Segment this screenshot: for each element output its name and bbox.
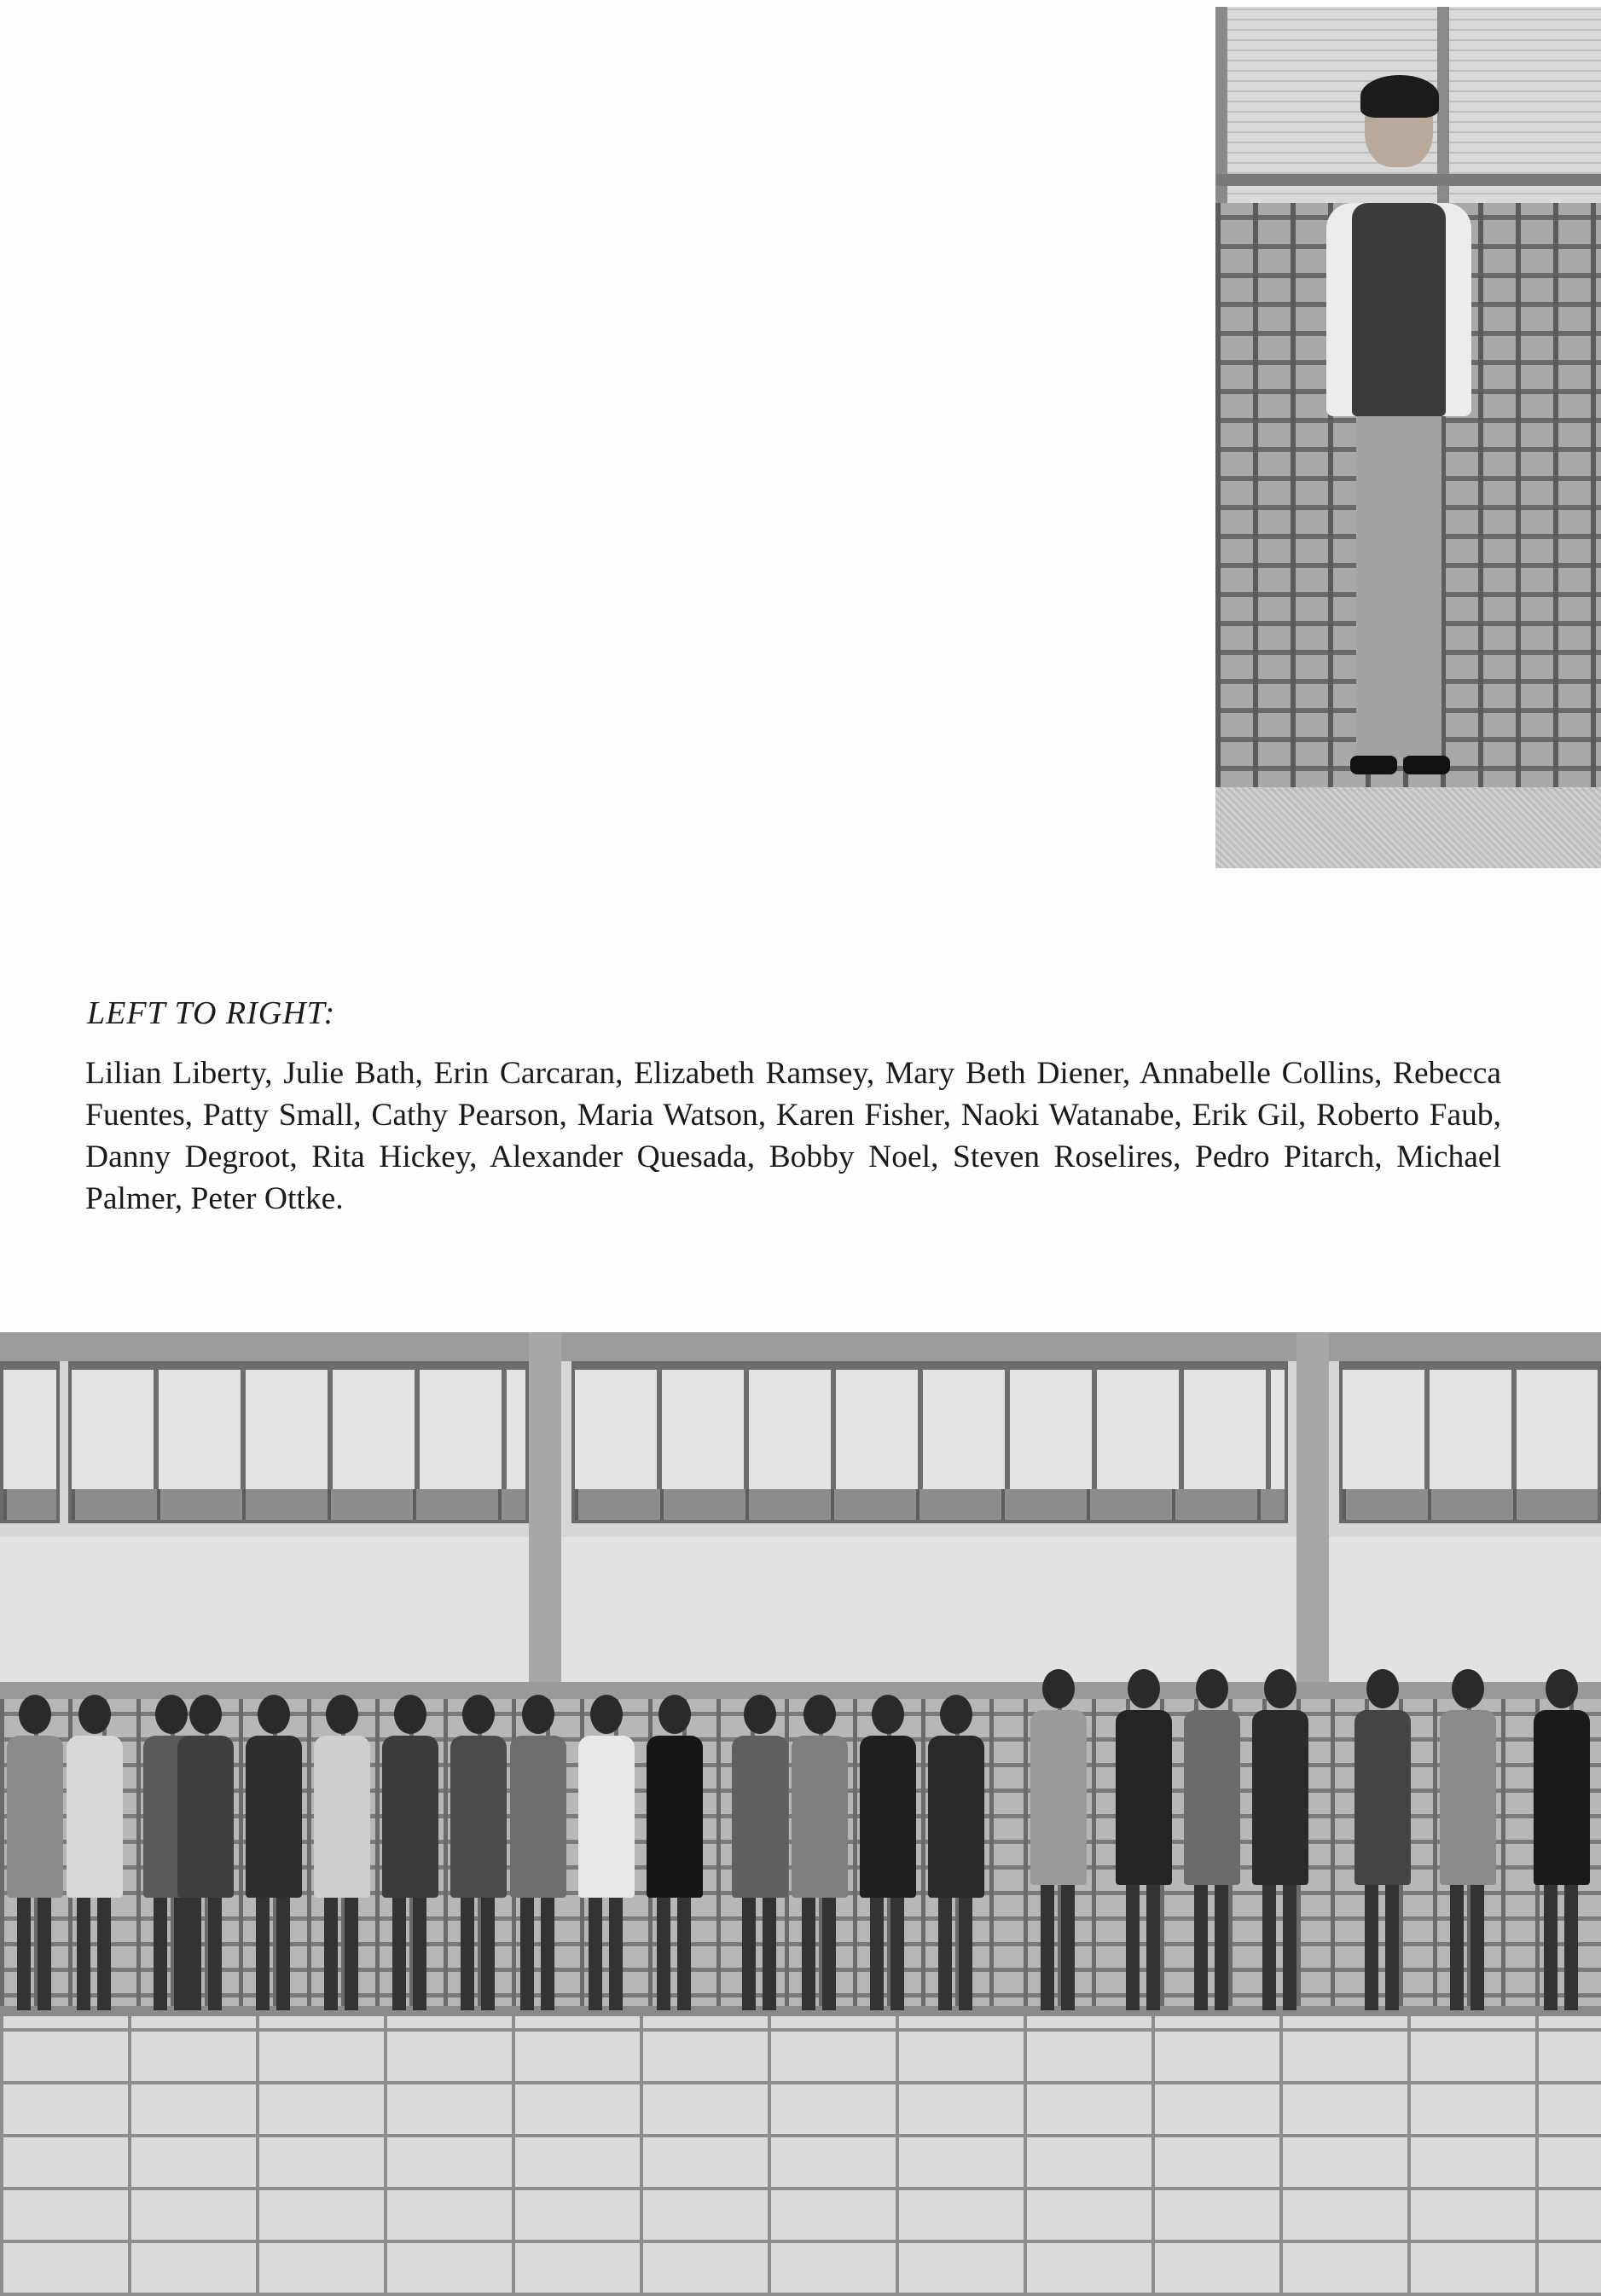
stone-wall	[0, 2016, 1601, 2296]
caption-heading: LEFT TO RIGHT:	[87, 995, 336, 1031]
hair	[1360, 75, 1439, 118]
student-figure	[921, 1695, 989, 2019]
student-legs	[1041, 1885, 1075, 2010]
student-head	[462, 1695, 495, 1734]
student-head	[658, 1695, 691, 1734]
student-legs	[1365, 1885, 1399, 2010]
student-legs	[657, 1898, 691, 2010]
student-legs	[324, 1898, 358, 2010]
student-body	[177, 1736, 234, 1898]
student-body	[578, 1736, 635, 1898]
student-head	[744, 1695, 776, 1734]
pillar	[529, 1332, 561, 1690]
boy-figure	[1318, 75, 1480, 809]
student-portrait-photo	[1215, 7, 1601, 868]
student-head	[803, 1695, 836, 1734]
student-body	[1534, 1710, 1590, 1885]
student-figure	[1024, 1669, 1092, 2019]
window	[571, 1361, 1288, 1523]
student-figure	[375, 1695, 444, 2019]
student-legs	[520, 1898, 554, 2010]
student-legs	[938, 1898, 972, 2010]
student-figure	[1177, 1669, 1245, 2019]
student-figure	[239, 1695, 307, 2019]
student-legs	[742, 1898, 776, 2010]
student-figure	[1245, 1669, 1314, 2019]
student-legs	[1194, 1885, 1228, 2010]
student-head	[1264, 1669, 1296, 1708]
student-body	[860, 1736, 916, 1898]
student-head	[940, 1695, 972, 1734]
student-head	[1128, 1669, 1160, 1708]
student-legs	[17, 1898, 51, 2010]
window-row	[0, 1361, 1601, 1532]
window	[0, 1361, 60, 1523]
student-figure	[571, 1695, 640, 2019]
student-body	[450, 1736, 507, 1898]
student-figure	[503, 1695, 571, 2019]
left-shoe	[1350, 756, 1397, 774]
student-body	[67, 1736, 123, 1898]
student-head	[19, 1695, 51, 1734]
trousers	[1356, 416, 1441, 757]
student-figure	[171, 1695, 239, 2019]
student-figure	[444, 1695, 512, 2019]
student-head	[522, 1695, 554, 1734]
wall-band	[0, 1537, 1601, 1682]
student-legs	[188, 1898, 222, 2010]
student-body	[1184, 1710, 1240, 1885]
student-head	[394, 1695, 426, 1734]
student-head	[1042, 1669, 1075, 1708]
student-head	[1366, 1669, 1399, 1708]
student-body	[382, 1736, 438, 1898]
sweater-vest	[1352, 203, 1446, 416]
student-figure	[725, 1695, 793, 2019]
student-figure	[1348, 1669, 1416, 2019]
student-body	[1030, 1710, 1087, 1885]
student-legs	[1126, 1885, 1160, 2010]
student-head	[1546, 1669, 1578, 1708]
student-figure	[1433, 1669, 1501, 2019]
student-body	[1440, 1710, 1496, 1885]
student-legs	[1544, 1885, 1578, 2010]
student-figure	[640, 1695, 708, 2019]
student-figure	[853, 1695, 921, 2019]
student-body	[7, 1736, 63, 1898]
student-head	[189, 1695, 222, 1734]
student-body	[732, 1736, 788, 1898]
student-figure	[1527, 1669, 1595, 2019]
student-body	[246, 1736, 302, 1898]
student-legs	[1450, 1885, 1484, 2010]
student-body	[1252, 1710, 1308, 1885]
student-body	[647, 1736, 703, 1898]
student-body	[792, 1736, 848, 1898]
student-figure	[60, 1695, 128, 2019]
class-group-photo	[0, 1332, 1601, 2296]
student-head	[1196, 1669, 1228, 1708]
student-head	[1452, 1669, 1484, 1708]
student-legs	[1262, 1885, 1296, 2010]
student-figure	[1109, 1669, 1177, 2019]
student-legs	[77, 1898, 111, 2010]
student-legs	[589, 1898, 623, 2010]
student-legs	[256, 1898, 290, 2010]
student-head	[258, 1695, 290, 1734]
student-figure	[307, 1695, 375, 2019]
student-legs	[392, 1898, 426, 2010]
student-head	[326, 1695, 358, 1734]
student-legs	[461, 1898, 495, 2010]
window	[68, 1361, 529, 1523]
student-head	[872, 1695, 904, 1734]
student-body	[314, 1736, 370, 1898]
caption-names-list: Lilian Liberty, Julie Bath, Erin Carcaran, Elizabeth Ramsey, Mary Beth Diener, Annabelle Collins, Rebecca Fuentes, Patty Small, Cathy Pearson, Maria Watson, Karen Fisher, Naoki Watanabe, Erik Gil, Roberto Faub, Danny Degroot, Rita Hickey, Alexander Quesada, Bobby Noel, Steven Roselires, Pedro Pitarch, Michael Palmer, Peter Ottke.	[85, 1056, 1501, 1216]
student-body	[928, 1736, 984, 1898]
student-head	[590, 1695, 623, 1734]
right-shoe	[1403, 756, 1450, 774]
student-legs	[802, 1898, 836, 2010]
window	[1339, 1361, 1601, 1523]
student-head	[78, 1695, 111, 1734]
student-body	[1354, 1710, 1411, 1885]
student-figure	[0, 1695, 68, 2019]
student-legs	[870, 1898, 904, 2010]
roof-band	[0, 1332, 1601, 1361]
student-figure	[785, 1695, 853, 2019]
pillar	[1296, 1332, 1329, 1690]
student-body	[510, 1736, 566, 1898]
student-body	[1116, 1710, 1172, 1885]
